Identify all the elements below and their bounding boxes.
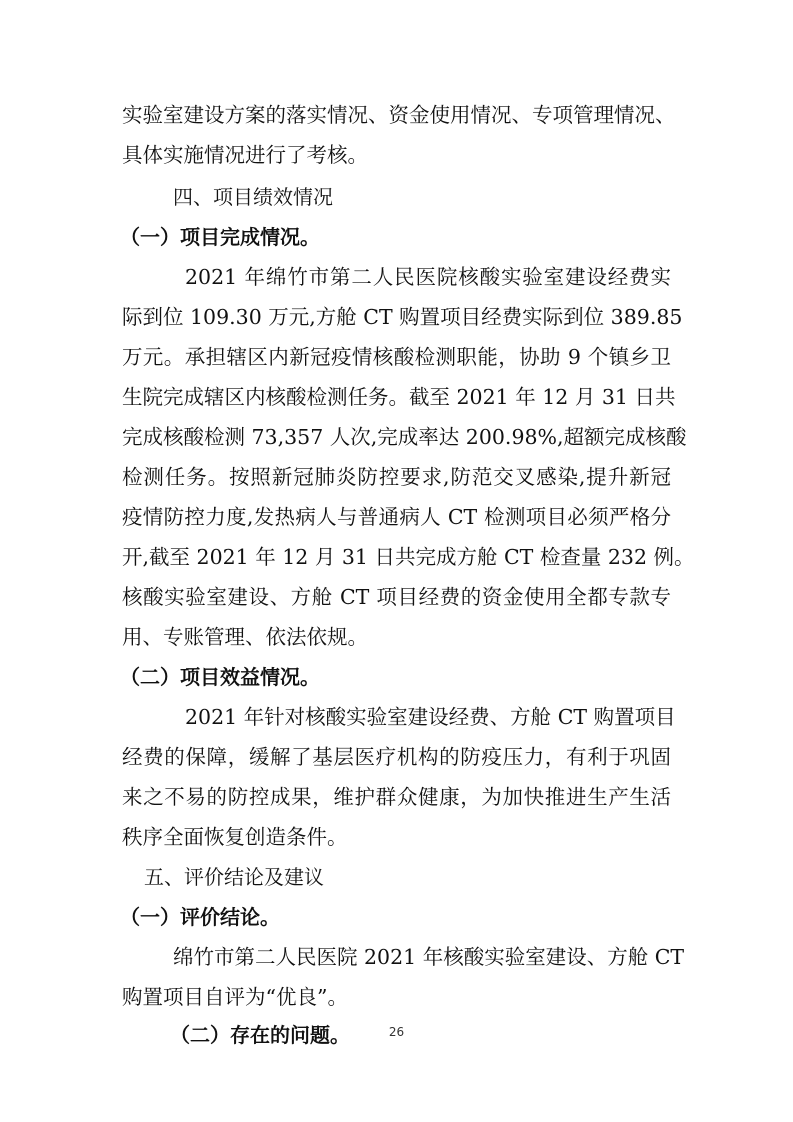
subsection-heading: （二）存在的问题。 xyxy=(170,1023,350,1047)
section-heading: 五、评价结论及建议 xyxy=(144,865,324,889)
subsection-heading: （一）项目完成情况。 xyxy=(120,225,320,249)
subsection-heading: （一）评价结论。 xyxy=(120,905,280,929)
body-text-line: 检测任务。按照新冠肺炎防控要求,防范交叉感染,提升新冠 xyxy=(122,465,671,489)
body-text-line: 用、专账管理、依法依规。 xyxy=(122,625,368,649)
body-text-line: 购置项目自评为“优良”。 xyxy=(122,985,348,1009)
body-text-line: 万元。承担辖区内新冠疫情核酸检测职能，协助 9 个镇乡卫 xyxy=(122,345,671,369)
subsection-heading: （二）项目效益情况。 xyxy=(120,665,320,689)
body-text-line: 生院完成辖区内核酸检测任务。截至 2021 年 12 月 31 日共 xyxy=(122,385,676,409)
body-text-line: 核酸实验室建设、方舱 CT 项目经费的资金使用全都专款专 xyxy=(122,585,671,609)
body-text-line: 2021 年绵竹市第二人民医院核酸实验室建设经费实 xyxy=(185,265,671,289)
body-text-line: 疫情防控力度,发热病人与普通病人 CT 检测项目必须严格分 xyxy=(122,505,671,529)
section-heading: 四、项目绩效情况 xyxy=(173,185,333,209)
body-text-line: 实验室建设方案的落实情况、资金使用情况、专项管理情况、 xyxy=(122,103,676,127)
body-text-line: 绵竹市第二人民医院 2021 年核酸实验室建设、方舱 CT xyxy=(173,945,685,969)
body-text-line: 际到位 109.30 万元,方舱 CT 购置项目经费实际到位 389.85 xyxy=(122,305,683,329)
body-text-line: 来之不易的防控成果，维护群众健康，为加快推进生产生活 xyxy=(122,785,671,809)
body-text-line: 2021 年针对核酸实验室建设经费、方舱 CT 购置项目 xyxy=(185,705,676,729)
body-text-line: 完成核酸检测 73,357 人次,完成率达 200.98%,超额完成核酸 xyxy=(122,425,687,449)
body-text-line: 经费的保障，缓解了基层医疗机构的防疫压力，有利于巩固 xyxy=(122,745,671,769)
body-text-line: 具体实施情况进行了考核。 xyxy=(122,143,368,167)
body-text-line: 秩序全面恢复创造条件。 xyxy=(122,825,348,849)
body-text-line: 开,截至 2021 年 12 月 31 日共完成方舱 CT 检查量 232 例。 xyxy=(122,545,695,569)
page-number: 26 xyxy=(388,1025,405,1039)
